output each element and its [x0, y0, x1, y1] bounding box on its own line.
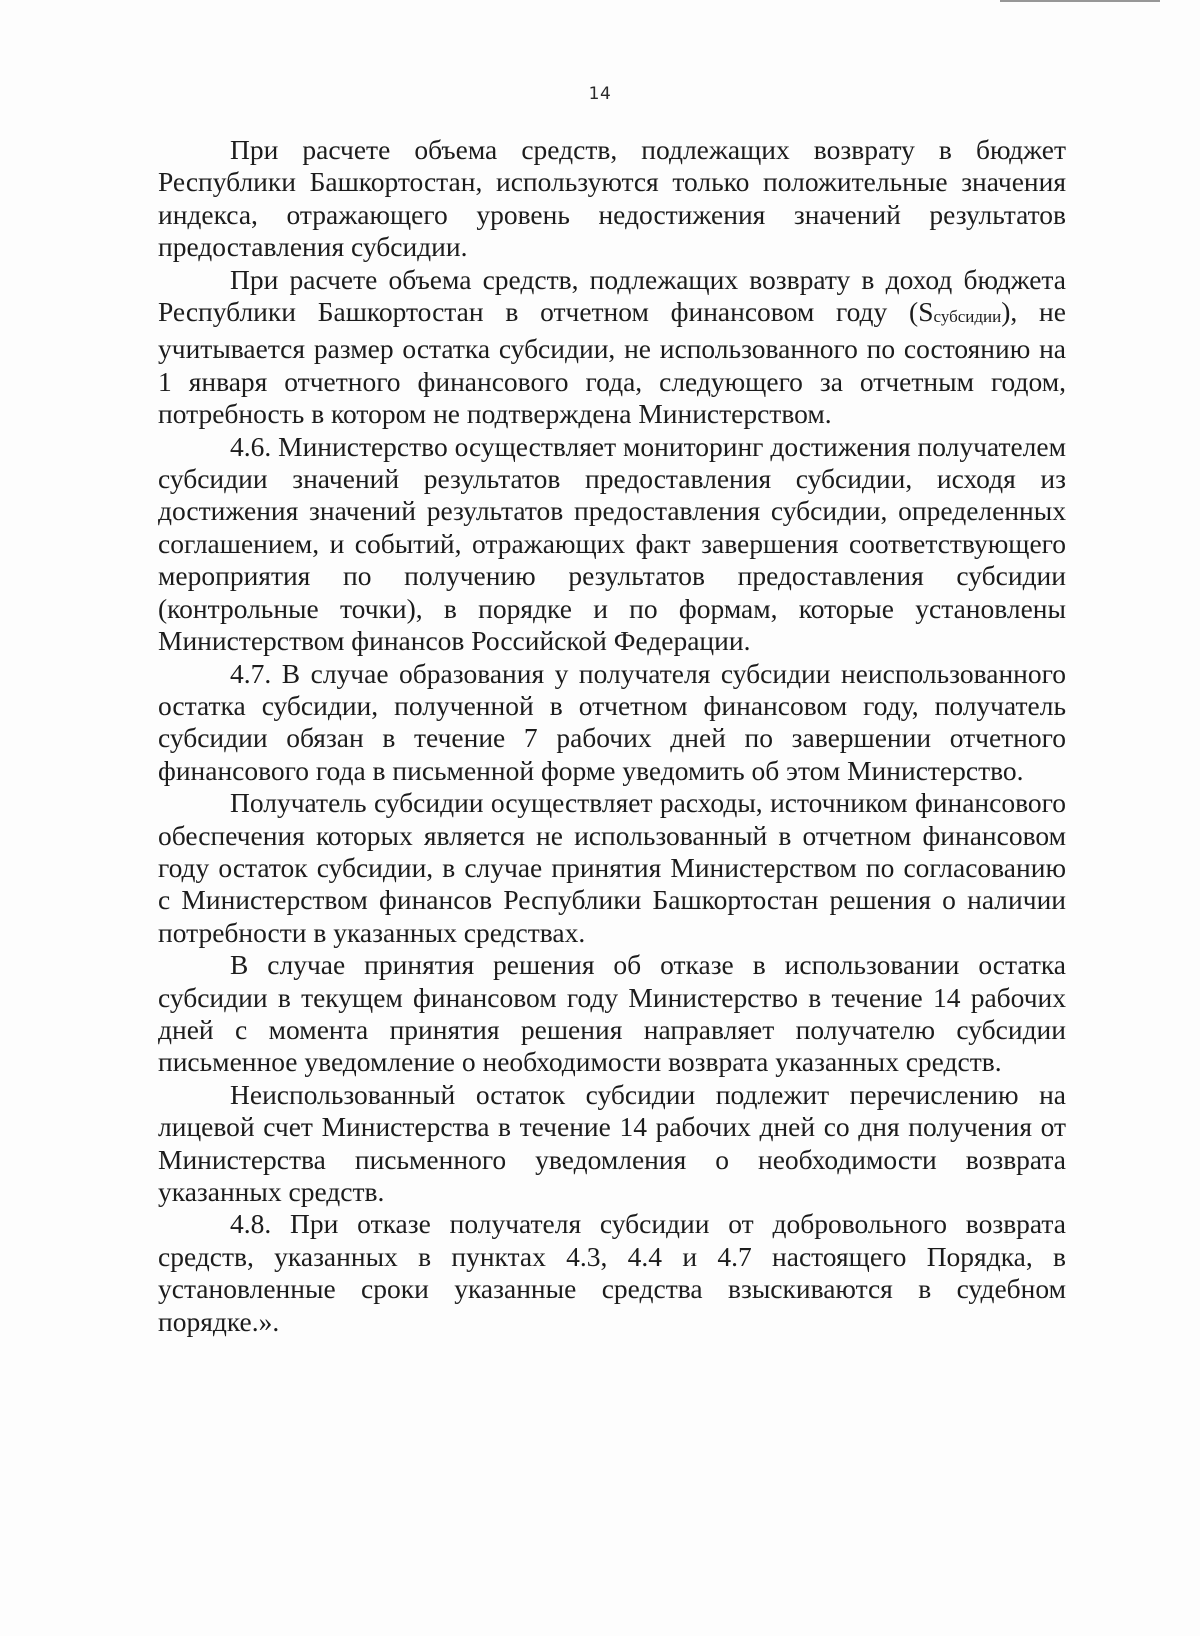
paragraph-unused-balance: Неиспользованный остаток субсидии подлежит перечислению на лицевой счет Министерства в течение 14 рабочих дней со дня получения от Министерства письменного уведомления о необходимости возврата указанных средств. [158, 1078, 1066, 1207]
scan-edge-line [1000, 0, 1160, 2]
paragraph-2 [158, 264, 1066, 431]
paragraph-2-start: При расчете объема средств, подлежащих возврату в доход бюджета Республики Башкортостан в отчетном финансовом году (S [158, 263, 1066, 328]
paragraph-2-end: ), не учитывается размер остатка субсидии, не использованного по состоянию на 1 января отчетного финансового года, следующего за отчетным годом, потребность в котором не подтверждена Министерством. [158, 296, 1066, 430]
paragraph-4-7: 4.7. В случае образования у получателя субсидии неиспользованного остатка субсидии, полученной в отчетном финансовом году, получатель субсидии обязан в течение 7 рабочих дней по завершении отчетного финансового года в письменной форме уведомить об этом Министерство. [158, 657, 1066, 786]
paragraph-4-8: 4.8. При отказе получателя субсидии от добровольного возврата средств, указанных в пунктах 4.3, 4.4 и 4.7 настоящего Порядка, в установленные сроки указанные средства взыскиваются в судебном порядке.». [158, 1208, 1066, 1337]
page-number: 14 [588, 84, 612, 104]
subsidy-subscript: субсидии [933, 307, 1002, 327]
paragraph-expenses: Получатель субсидии осуществляет расходы, источником финансового обеспечения которых является не использованный в отчетном финансовом году остаток субсидии, в случае принятия Министерством по согласованию с Министерством финансов Республики Башкортостан решения о наличии потребности в указанных средствах. [158, 787, 1066, 948]
document-body [158, 134, 1066, 1338]
paragraph-4-6: 4.6. Министерство осуществляет мониторинг достижения получателем субсидии значений результатов предоставления субсидии, исходя из достижения значений результатов предоставления субсидии, определенных соглашением, и событий, отражающих факт завершения соответствующего мероприятия по получению результатов предоставления субсидии (контрольные точки), в порядке и по формам, которые установлены Министерством финансов Российской Федерации. [158, 430, 1066, 657]
paragraph-1: При расчете объема средств, подлежащих возврату в бюджет Республики Башкортостан, используются только положительные значения индекса, отражающего уровень недостижения значений результатов предоставления субсидии. [158, 134, 1066, 263]
paragraph-refusal: В случае принятия решения об отказе в использовании остатка субсидии в текущем финансовом году Министерство в течение 14 рабочих дней с момента принятия решения направляет получателю субсидии письменное уведомление о необходимости возврата указанных средств. [158, 949, 1066, 1078]
